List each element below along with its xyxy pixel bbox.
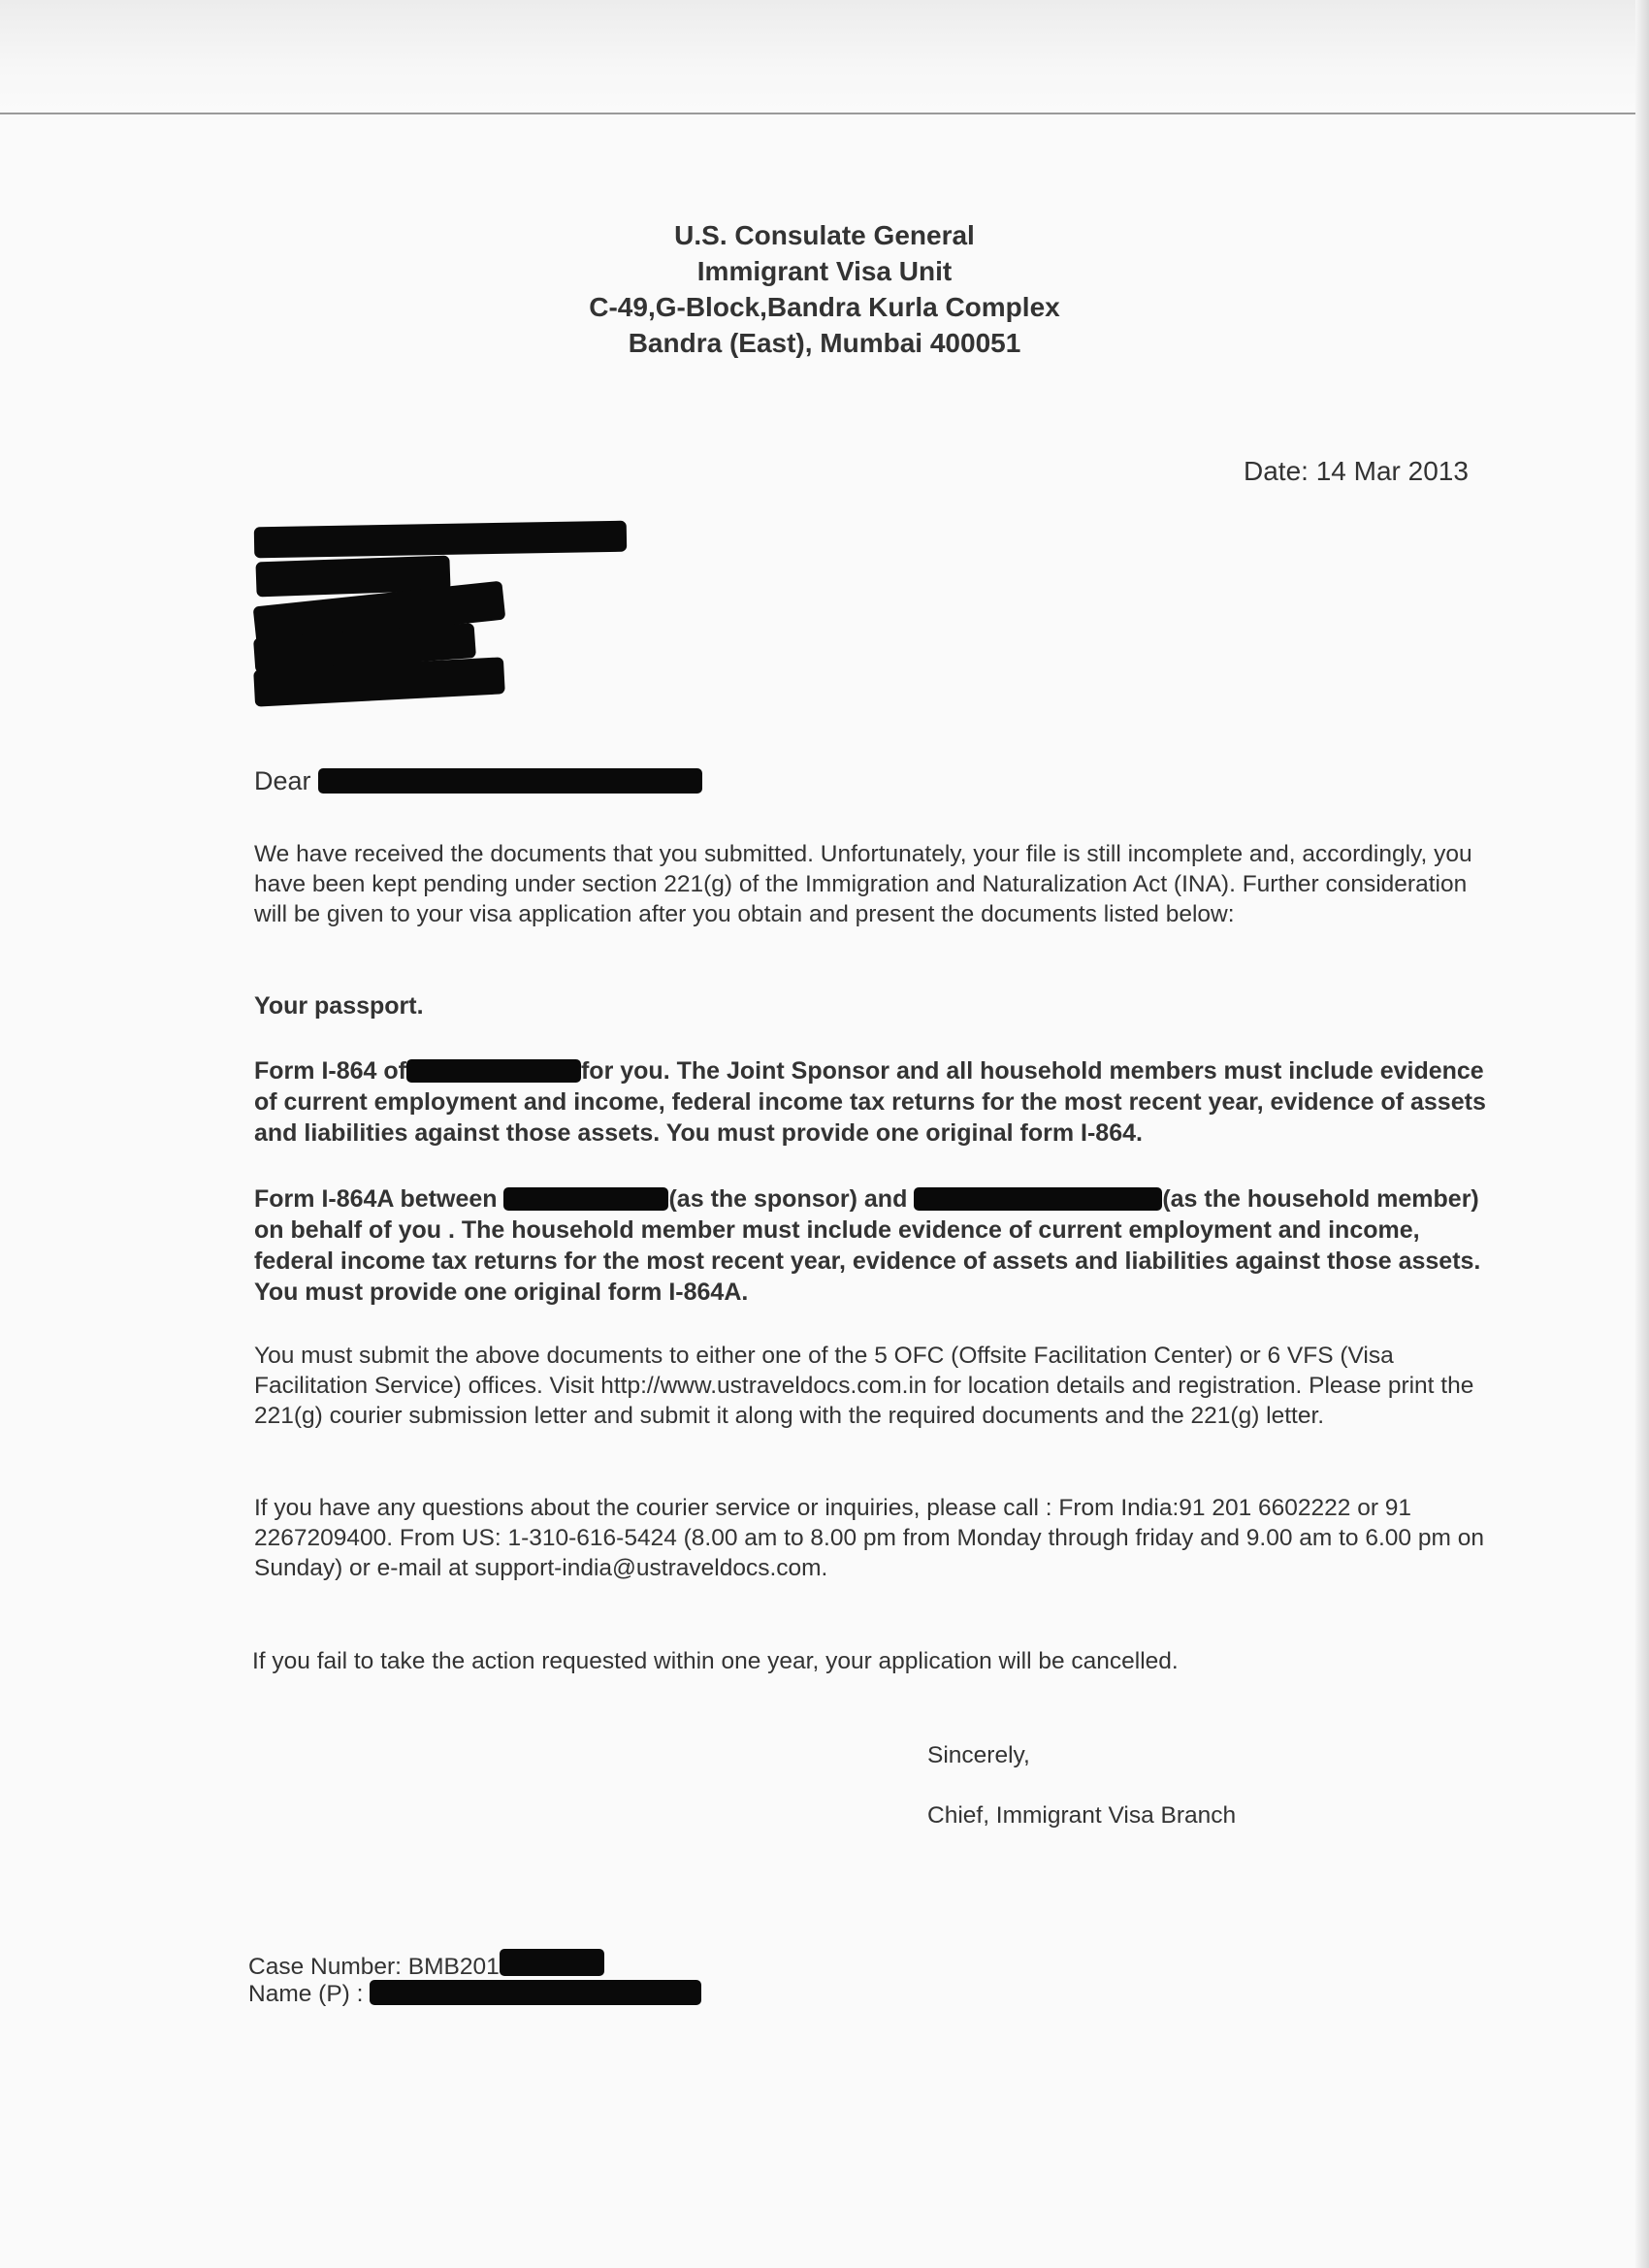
requirement-i864a xyxy=(254,1183,1505,1308)
salutation-line xyxy=(254,766,702,796)
i864a-lead: Form I-864A between xyxy=(254,1185,498,1213)
name-label: Name (P) : xyxy=(248,1981,364,2007)
submission-paragraph: You must submit the above documents to either one of the 5 OFC (Offsite Facilitation Center) or 6 VFS (Visa Facilitation Service) offices. Visit http://www.ustraveldocs.com.in for location details and registration. Please print the 221(g) courier submission letter and submit it along with the required documents and the 221(g) letter. xyxy=(254,1343,1474,1429)
i864-lead: Form I-864 of xyxy=(254,1057,406,1085)
letterhead-line-3: C-49,G-Block,Bandra Kurla Complex xyxy=(589,292,1060,322)
letterhead xyxy=(0,217,1649,361)
letter-date: Date: 14 Mar 2013 xyxy=(1244,456,1469,486)
closing-sincerely: Sincerely, xyxy=(927,1742,1030,1768)
i864-body: for you. The Joint Sponsor and all household members must include evidence of current employment and income, federal income tax returns for the most recent year, evidence of assets and liabilities against those assets. You must provide one original form I-864. xyxy=(254,1057,1486,1147)
i864a-middle: (as the sponsor) and xyxy=(668,1185,908,1213)
redacted-recipient-name xyxy=(318,768,702,794)
questions-paragraph: If you have any questions about the courier service or inquiries, please call : From India:91 201 6602222 or 91 2267209400. From US: 1-310-616-5424 (8.00 am to 8.00 pm from Monday through friday and 9.00 am to 6.00 pm on Sunday) or e-mail at support-india@ustraveldocs.com. xyxy=(254,1495,1484,1581)
requirement-passport: Your passport. xyxy=(254,992,424,1020)
cancellation-warning: If you fail to take the action requested within one year, your application will be cancelled. xyxy=(252,1648,1179,1674)
case-number-label: Case Number: BMB201 xyxy=(248,1954,500,1980)
i864a-body: (as the household member) on behalf of you . The household member must include evidence of current employment and income, federal income tax returns for the most recent year, evidence of assets and liabilities against those assets. You must provide one original form I-864A. xyxy=(254,1185,1481,1306)
name-line xyxy=(248,1979,701,2009)
redacted-sponsor-name-2 xyxy=(503,1187,668,1211)
intro-paragraph: We have received the documents that you submitted. Unfortunately, your file is still incomplete and, accordingly, you have been kept pending under section 221(g) of the Immigration and Naturalization Act (INA). Further consideration will be given to your visa application after you obtain and present the documents listed below: xyxy=(254,841,1472,927)
letterhead-line-2: Immigrant Visa Unit xyxy=(696,256,953,286)
requirement-i864 xyxy=(254,1055,1505,1149)
case-number-line xyxy=(248,1949,604,1982)
closing-signature: Chief, Immigrant Visa Branch xyxy=(927,1802,1237,1829)
redacted-case-number xyxy=(500,1949,604,1976)
letterhead-line-1: U.S. Consulate General xyxy=(674,220,975,250)
letterhead-line-4: Bandra (East), Mumbai 400051 xyxy=(628,328,1021,358)
redacted-household-member-name xyxy=(914,1187,1162,1211)
redacted-address-line-1 xyxy=(254,521,628,559)
redacted-applicant-name xyxy=(370,1980,701,2005)
salutation: Dear xyxy=(254,766,311,795)
redacted-sponsor-name xyxy=(406,1059,581,1083)
